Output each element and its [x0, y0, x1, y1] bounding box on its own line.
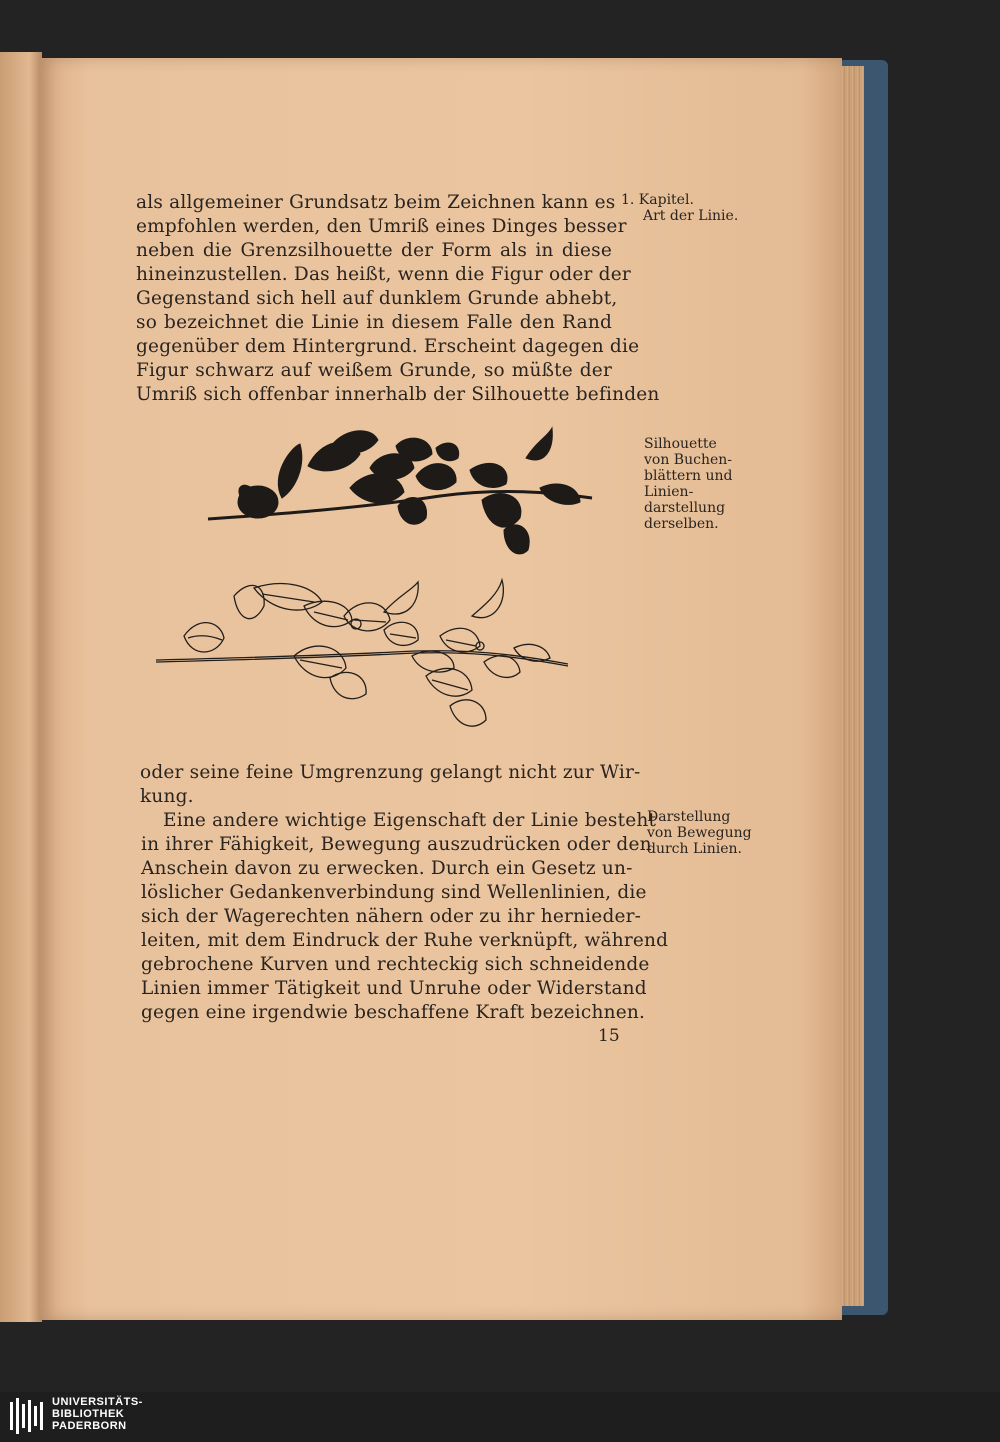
left-page-edge [0, 52, 42, 1322]
margin-note-silhouette [644, 436, 732, 532]
margin-note-movement [647, 809, 752, 857]
text-line: kung. [140, 786, 194, 807]
margin-note-line: Linien- [644, 484, 694, 500]
margin-note-chapter [621, 192, 738, 224]
library-logo-text [52, 1396, 143, 1432]
text-line: Umriß sich offenbar innerhalb der Silhouette befinden [136, 384, 660, 405]
margin-note-line: von Bewegung [647, 825, 752, 841]
margin-note-line: durch Linien. [647, 841, 742, 857]
text-line: gebrochene Kurven und rechteckig sich schneidende [141, 954, 650, 975]
beech-leaf-line-drawing-figure [154, 576, 570, 736]
margin-note-line: Art der Linie. [643, 208, 739, 224]
book-page [40, 58, 842, 1320]
page-number: 15 [598, 1026, 620, 1046]
text-line: Linien immer Tätigkeit und Unruhe oder Widerstand [141, 978, 647, 999]
logo-line: UNIVERSITÄTS- [52, 1396, 143, 1408]
text-line: sich der Wagerechten nähern oder zu ihr hernieder- [141, 906, 642, 927]
margin-note-line: darstellung [644, 500, 726, 516]
margin-note-line: Silhouette [644, 436, 717, 452]
text-line: als allgemeiner Grundsatz beim Zeichnen kann es [136, 192, 616, 213]
beech-leaf-silhouette-figure [200, 426, 600, 561]
text-line: löslicher Gedankenverbindung sind Wellenlinien, die [141, 882, 647, 903]
text-line: leiten, mit dem Eindruck der Ruhe verknüpft, während [141, 930, 669, 951]
logo-line: PADERBORN [52, 1420, 127, 1432]
text-line: Figur schwarz auf weißem Grunde, so müßte der [136, 360, 612, 381]
text-line: in ihrer Fähigkeit, Bewegung auszudrücken oder den [141, 834, 652, 855]
text-line: Gegenstand sich hell auf dunklem Grunde abhebt, [136, 288, 618, 309]
text-line: empfohlen werden, den Umriß eines Dinges besser [136, 216, 627, 237]
text-line: oder seine feine Umgrenzung gelangt nicht zur Wir- [140, 762, 641, 783]
margin-note-line: 1. Kapitel. [621, 192, 694, 208]
paragraph-2 [141, 809, 669, 1025]
text-line: Anschein davon zu erwecken. Durch ein Gesetz un- [141, 858, 633, 879]
margin-note-line: Darstellung [647, 809, 731, 825]
logo-line: BIBLIOTHEK [52, 1408, 125, 1420]
paragraph-1-continued [140, 761, 641, 809]
text-line: Eine andere wichtige Eigenschaft der Linie besteht [163, 810, 657, 831]
margin-note-line: derselben. [644, 516, 719, 532]
library-footer [0, 1392, 1000, 1442]
margin-note-line: von Buchen- [644, 452, 732, 468]
text-line: hineinzustellen. Das heißt, wenn die Figur oder der [136, 264, 631, 285]
text-line: gegenüber dem Hintergrund. Erscheint dagegen die [136, 336, 640, 357]
text-line: neben die Grenzsilhouette der Form als in diese [136, 240, 612, 261]
library-logo-icon [10, 1398, 44, 1434]
text-line: gegen eine irgendwie beschaffene Kraft bezeichnen. [141, 1002, 646, 1023]
text-line: so bezeichnet die Linie in diesem Falle den Rand [136, 312, 612, 333]
margin-note-line: blättern und [644, 468, 733, 484]
